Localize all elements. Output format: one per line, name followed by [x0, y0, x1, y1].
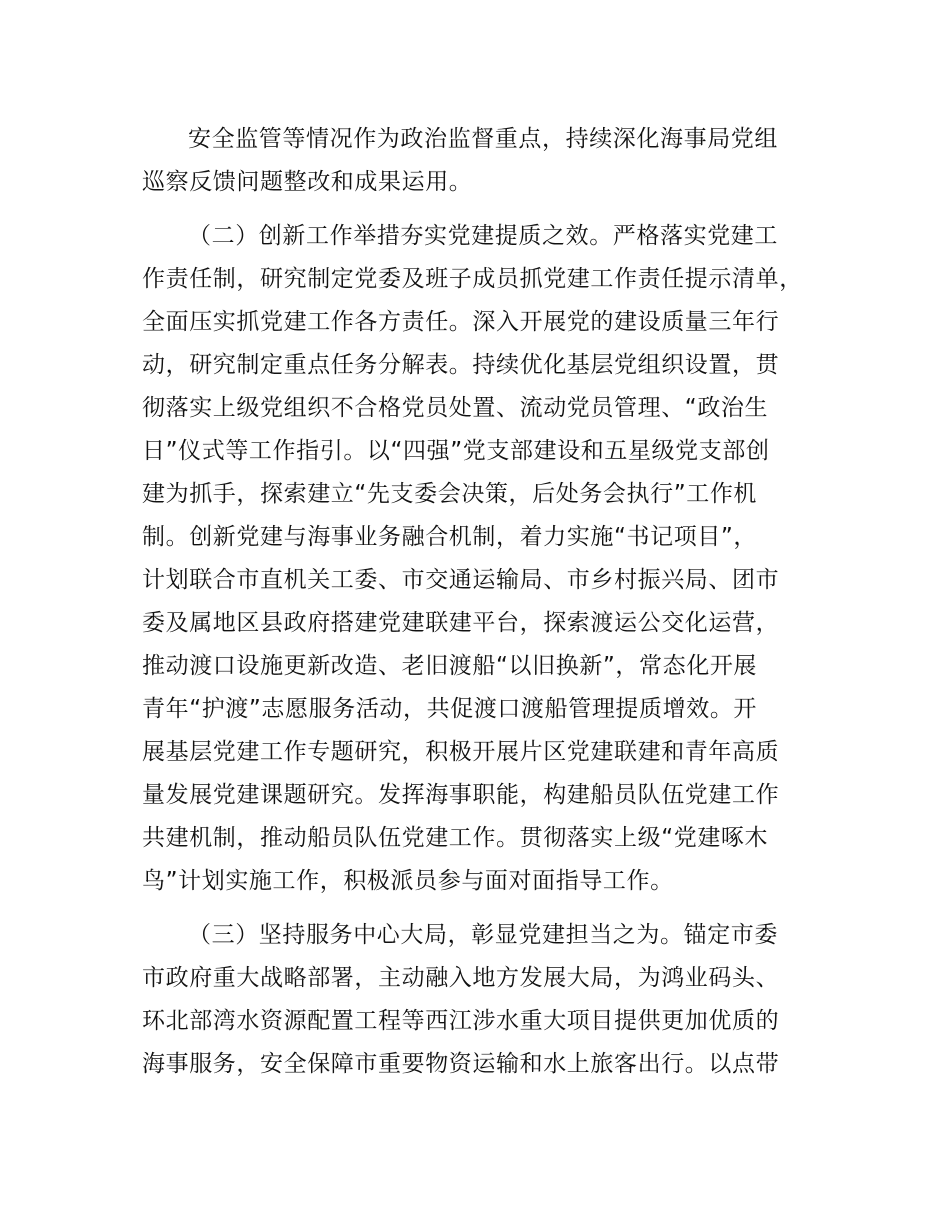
text-line: 推动渡口设施更新改造、老旧渡船“以旧换新”，常态化开展: [142, 653, 758, 679]
section-heading-line: （三）坚持服务中心大局，彰显党建担当之为。锚定市委: [188, 922, 778, 948]
text-line: 鸟”计划实施工作，积极派员参与面对面指导工作。: [142, 868, 674, 894]
text-line: 安全监管等情况作为政治监督重点，持续深化海事局党组: [188, 126, 778, 152]
text-line: 海事服务，安全保障市重要物资运输和水上旅客出行。以点带: [142, 1051, 780, 1077]
text-line: 制。创新党建与海事业务融合机制，着力实施“书记项目”，: [142, 524, 758, 550]
text-line: 量发展党建课题研究。发挥海事职能，构建船员队伍党建工作: [142, 782, 780, 808]
text-line: 展基层党建工作专题研究，积极开展片区党建联建和青年高质: [142, 739, 780, 765]
text-line: 市政府重大战略部署，主动融入地方发展大局，为鸿业码头、: [142, 965, 780, 991]
text-line: 日”仪式等工作指引。以“四强”党支部建设和五星级党支部创: [142, 438, 770, 464]
text-line: 共建机制，推动船员队伍党建工作。贯彻落实上级“党建啄木: [142, 825, 769, 851]
text-line: 巡察反馈问题整改和成果运用。: [142, 169, 473, 195]
text-line: 动，研究制定重点任务分解表。持续优化基层党组织设置，贯: [142, 352, 780, 378]
text-line: 建为抓手，探索建立“先支委会决策，后处务会执行”工作机: [142, 481, 758, 507]
text-line: 环北部湾水资源配置工程等西江涉水重大项目提供更加优质的: [142, 1008, 780, 1034]
text-line: 作责任制，研究制定党委及班子成员抓党建工作责任提示清单，: [142, 266, 803, 292]
section-heading-line: （二）创新工作举措夯实党建提质之效。严格落实党建工: [188, 223, 778, 249]
text-line: 青年“护渡”志愿服务活动，共促渡口渡船管理提质增效。开: [142, 696, 758, 722]
text-line: 委及属地区县政府搭建党建联建平台，探索渡运公交化运营，: [142, 610, 780, 636]
text-line: 彻落实上级党组织不合格党员处置、流动党员管理、“政治生: [142, 395, 769, 421]
text-line: 计划联合市直机关工委、市交通运输局、市乡村振兴局、团市: [142, 567, 780, 593]
text-line: 全面压实抓党建工作各方责任。深入开展党的建设质量三年行: [142, 309, 780, 335]
